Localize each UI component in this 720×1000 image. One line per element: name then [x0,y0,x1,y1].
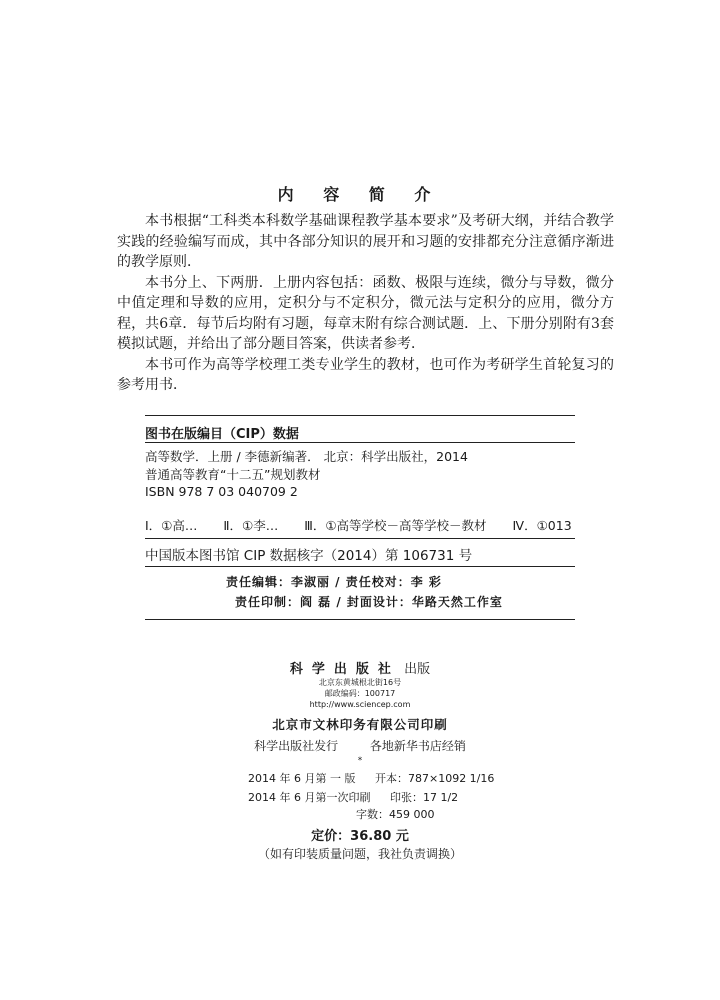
cip-class-item: Ⅱ．①李… [223,518,279,533]
cip-line: ISBN 978 7 03 040709 2 [145,484,298,499]
word-count: 字数：459 000 [356,808,435,821]
publisher-block [0,658,720,710]
sheet-count: 印张：17 1/2 [389,791,459,804]
print-date: 2014 年 6 月第一次印刷 [248,791,371,804]
publisher-address: 北京东黄城根北街16号 [318,678,402,687]
cip-heading-rule [145,442,575,443]
price: 定价：36.80 元 [311,829,409,844]
cip-bottom-rule [145,566,575,567]
cip-line: 高等数学．上册 / 李德新编著． 北京：科学出版社，2014 [145,449,468,464]
cip-class-item: Ⅲ．①高等学校－高等学校－教材 [304,518,487,533]
editors-block [226,572,503,612]
cip-line: 普通高等教育“十二五”规划教材 [145,466,321,482]
quality-notice: （如有印装质量问题，我社负责调换） [257,847,462,861]
publisher-website: http://www.sciencep.com [309,700,411,709]
format-size: 开本：787×1092 1/16 [374,772,495,785]
publisher-name: 科学出版社 [289,662,400,677]
cip-top-rule [145,415,575,416]
editors-line-2: 责任印制：阎 磊 / 封面设计：华路天然工作室 [235,595,503,609]
intro-text [117,211,614,396]
edition-info [248,769,494,807]
cip-class-item: Ⅳ．①013 [512,518,572,533]
colophon-rule [145,619,575,620]
publisher-suffix: 出版 [404,662,431,677]
distribution-item: 科学出版社发行 [254,739,339,753]
printer: 北京市文林印务有限公司印刷 [272,717,448,732]
cip-record [145,448,468,501]
edition-date: 2014 年 6 月第 一 版 [248,772,356,785]
cip-class-item: Ⅰ．①高… [145,518,198,533]
cip-check-number: 中国版本图书馆 CIP 数据核字（2014）第 106731 号 [145,548,473,564]
distribution [0,737,720,754]
cip-heading: 图书在版编目（CIP）数据 [145,427,299,442]
separator-mark: * [357,756,363,766]
intro-paragraph: 本书可作为高等学校理工类专业学生的教材，也可作为考研学生首轮复习的参考用书． [117,356,614,393]
intro-paragraph: 本书分上、下两册．上册内容包括：函数、极限与连续，微分与导数，微分中值定理和导数的应用，定积分与不定积分，微元法与定积分的应用，微分方程，共6章．每节后均附有习题，每章末附有综合测试题．上、下册分别附有3套模拟试题，并给出了部分题目答案，供读者参考． [117,274,614,352]
distribution-item: 各地新华书店经销 [369,739,466,753]
intro-paragraph: 本书根据“工科类本科数学基础课程教学基本要求”及考研大纲，并结合教学实践的经验编写而成，其中各部分知识的展开和习题的安排都充分注意循序渐进的教学原则． [117,213,614,270]
page-title: 内 容 简 介 [277,185,443,204]
cip-classification [145,516,594,534]
cip-mid-rule [145,538,575,539]
editors-line-1: 责任编辑：李淑丽 / 责任校对：李 彩 [226,575,442,589]
publisher-postcode: 邮政编码：100717 [324,689,396,698]
